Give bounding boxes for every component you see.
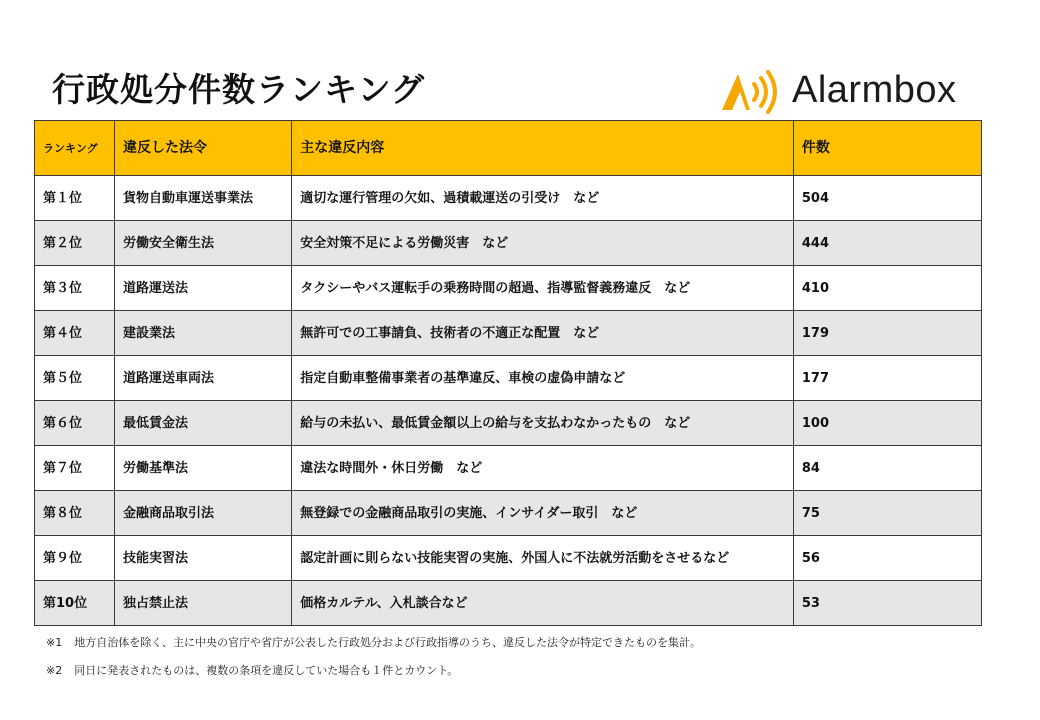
- law-cell: 道路運送車両法: [114, 356, 291, 401]
- content-cell: 無許可での工事請負、技術者の不適正な配置 など: [292, 311, 794, 356]
- content-cell: 価格カルテル、入札談合など: [292, 581, 794, 626]
- law-cell: 技能実習法: [114, 536, 291, 581]
- header-count: 件数: [793, 121, 981, 176]
- count-cell: 84: [793, 446, 981, 491]
- rank-cell: 第１位: [35, 176, 115, 221]
- law-cell: 独占禁止法: [114, 581, 291, 626]
- rank-cell: 第２位: [35, 221, 115, 266]
- rank-cell: 第８位: [35, 491, 115, 536]
- content-cell: 指定自動車整備事業者の基準違反、車検の虚偽申請など: [292, 356, 794, 401]
- rank-cell: 第７位: [35, 446, 115, 491]
- law-cell: 道路運送法: [114, 266, 291, 311]
- alarmbox-logo-icon: [718, 66, 788, 114]
- footnote-mark: ※2: [46, 664, 63, 677]
- law-cell: 労働安全衛生法: [114, 221, 291, 266]
- logo-text: Alarmbox: [792, 68, 957, 111]
- table-row: [35, 311, 982, 356]
- rank-cell: 第９位: [35, 536, 115, 581]
- count-cell: 53: [793, 581, 981, 626]
- footnote-text: 同日に発表されたものは、複数の条項を違反していた場合も１件とカウント。: [74, 664, 459, 677]
- rank-cell: 第５位: [35, 356, 115, 401]
- rank-cell: 第６位: [35, 401, 115, 446]
- count-cell: 56: [793, 536, 981, 581]
- header-content: 主な違反内容: [292, 121, 794, 176]
- table-row: [35, 581, 982, 626]
- content-cell: 適切な運行管理の欠如、過積載運送の引受け など: [292, 176, 794, 221]
- header-ranking: ランキング: [35, 121, 115, 176]
- table-row: [35, 401, 982, 446]
- table-header-row: [35, 121, 982, 176]
- alarmbox-logo: [718, 66, 957, 114]
- header-law: 違反した法令: [114, 121, 291, 176]
- law-cell: 金融商品取引法: [114, 491, 291, 536]
- law-cell: 貨物自動車運送事業法: [114, 176, 291, 221]
- table-row: [35, 536, 982, 581]
- table-row: [35, 446, 982, 491]
- footnotes: [46, 632, 701, 688]
- footnote-1: [46, 632, 701, 660]
- law-cell: 労働基準法: [114, 446, 291, 491]
- page-title: 行政処分件数ランキング: [52, 70, 426, 109]
- count-cell: 504: [793, 176, 981, 221]
- count-cell: 177: [793, 356, 981, 401]
- content-cell: 無登録での金融商品取引の実施、インサイダー取引 など: [292, 491, 794, 536]
- footnote-2: [46, 660, 701, 688]
- content-cell: 安全対策不足による労働災害 など: [292, 221, 794, 266]
- table-row: [35, 266, 982, 311]
- content-cell: 違法な時間外・休日労働 など: [292, 446, 794, 491]
- count-cell: 410: [793, 266, 981, 311]
- law-cell: 建設業法: [114, 311, 291, 356]
- content-cell: 給与の未払い、最低賃金額以上の給与を支払わなかったもの など: [292, 401, 794, 446]
- table-row: [35, 221, 982, 266]
- table-row: [35, 356, 982, 401]
- content-cell: 認定計画に則らない技能実習の実施、外国人に不法就労活動をさせるなど: [292, 536, 794, 581]
- ranking-table: [34, 120, 982, 626]
- table-row: [35, 176, 982, 221]
- count-cell: 444: [793, 221, 981, 266]
- rank-cell: 第10位: [35, 581, 115, 626]
- table-row: [35, 491, 982, 536]
- count-cell: 100: [793, 401, 981, 446]
- law-cell: 最低賃金法: [114, 401, 291, 446]
- content-cell: タクシーやバス運転手の乗務時間の超過、指導監督義務違反 など: [292, 266, 794, 311]
- footnote-mark: ※1: [46, 636, 63, 649]
- footnote-text: 地方自治体を除く、主に中央の官庁や省庁が公表した行政処分および行政指導のうち、違反した法令が特定できたものを集計。: [74, 636, 701, 649]
- count-cell: 75: [793, 491, 981, 536]
- count-cell: 179: [793, 311, 981, 356]
- rank-cell: 第４位: [35, 311, 115, 356]
- rank-cell: 第３位: [35, 266, 115, 311]
